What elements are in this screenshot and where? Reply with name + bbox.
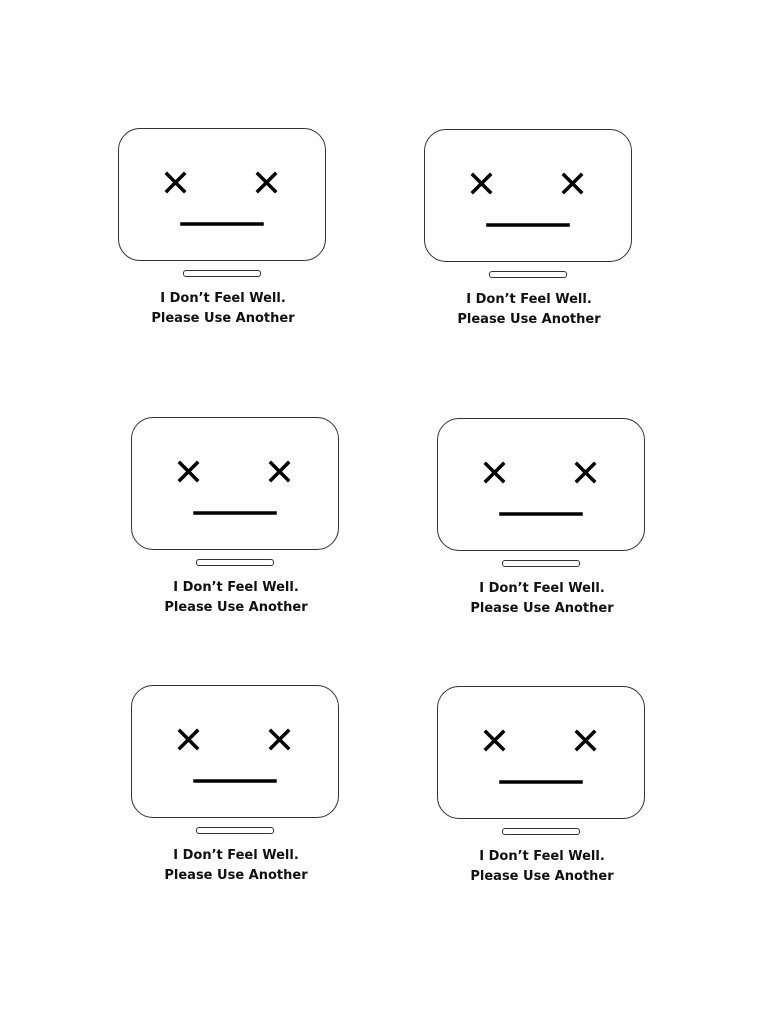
caption-line-1: I Don’t Feel Well. (173, 580, 299, 595)
caption (424, 290, 634, 323)
caption (437, 847, 647, 880)
x-eye-icon (180, 731, 197, 748)
monitor-stand (502, 828, 580, 835)
caption-line-1: I Don’t Feel Well. (466, 292, 592, 307)
sick-monitor-sign (118, 128, 328, 324)
x-eye-icon (577, 464, 594, 481)
monitor-stand (196, 827, 274, 834)
monitor-stand (196, 559, 274, 566)
sick-monitor-face-icon (131, 685, 341, 819)
monitor-stand (183, 270, 261, 277)
x-eye-icon (271, 731, 288, 748)
sick-monitor-sign (437, 418, 647, 614)
caption (131, 578, 341, 611)
caption-line-2: Please Use Another (164, 600, 308, 611)
sick-monitor-face-icon (437, 418, 647, 552)
caption-line-2: Please Use Another (470, 601, 614, 612)
sick-monitor-face-icon (424, 129, 634, 263)
x-eye-icon (167, 174, 184, 191)
x-eye-icon (564, 175, 581, 192)
x-eye-icon (473, 175, 490, 192)
caption-line-2: Please Use Another (164, 868, 308, 879)
monitor-stand (502, 560, 580, 567)
sick-monitor-sign (424, 129, 634, 325)
caption (118, 289, 328, 322)
caption-line-1: I Don’t Feel Well. (479, 849, 605, 864)
x-eye-icon (486, 464, 503, 481)
x-eye-icon (271, 463, 288, 480)
sick-monitor-sign (131, 685, 341, 881)
caption-line-1: I Don’t Feel Well. (173, 848, 299, 863)
caption-line-1: I Don’t Feel Well. (160, 291, 286, 306)
caption-line-2: Please Use Another (151, 311, 295, 322)
caption (131, 846, 341, 879)
sick-monitor-sign (131, 417, 341, 613)
sick-monitor-sign (437, 686, 647, 882)
caption-line-1: I Don’t Feel Well. (479, 581, 605, 596)
caption (437, 579, 647, 612)
caption-line-2: Please Use Another (457, 312, 601, 323)
x-eye-icon (577, 732, 594, 749)
sick-monitor-face-icon (131, 417, 341, 551)
monitor-stand (489, 271, 567, 278)
sick-monitor-face-icon (118, 128, 328, 262)
x-eye-icon (486, 732, 503, 749)
x-eye-icon (258, 174, 275, 191)
x-eye-icon (180, 463, 197, 480)
sick-monitor-face-icon (437, 686, 647, 820)
caption-line-2: Please Use Another (470, 869, 614, 880)
